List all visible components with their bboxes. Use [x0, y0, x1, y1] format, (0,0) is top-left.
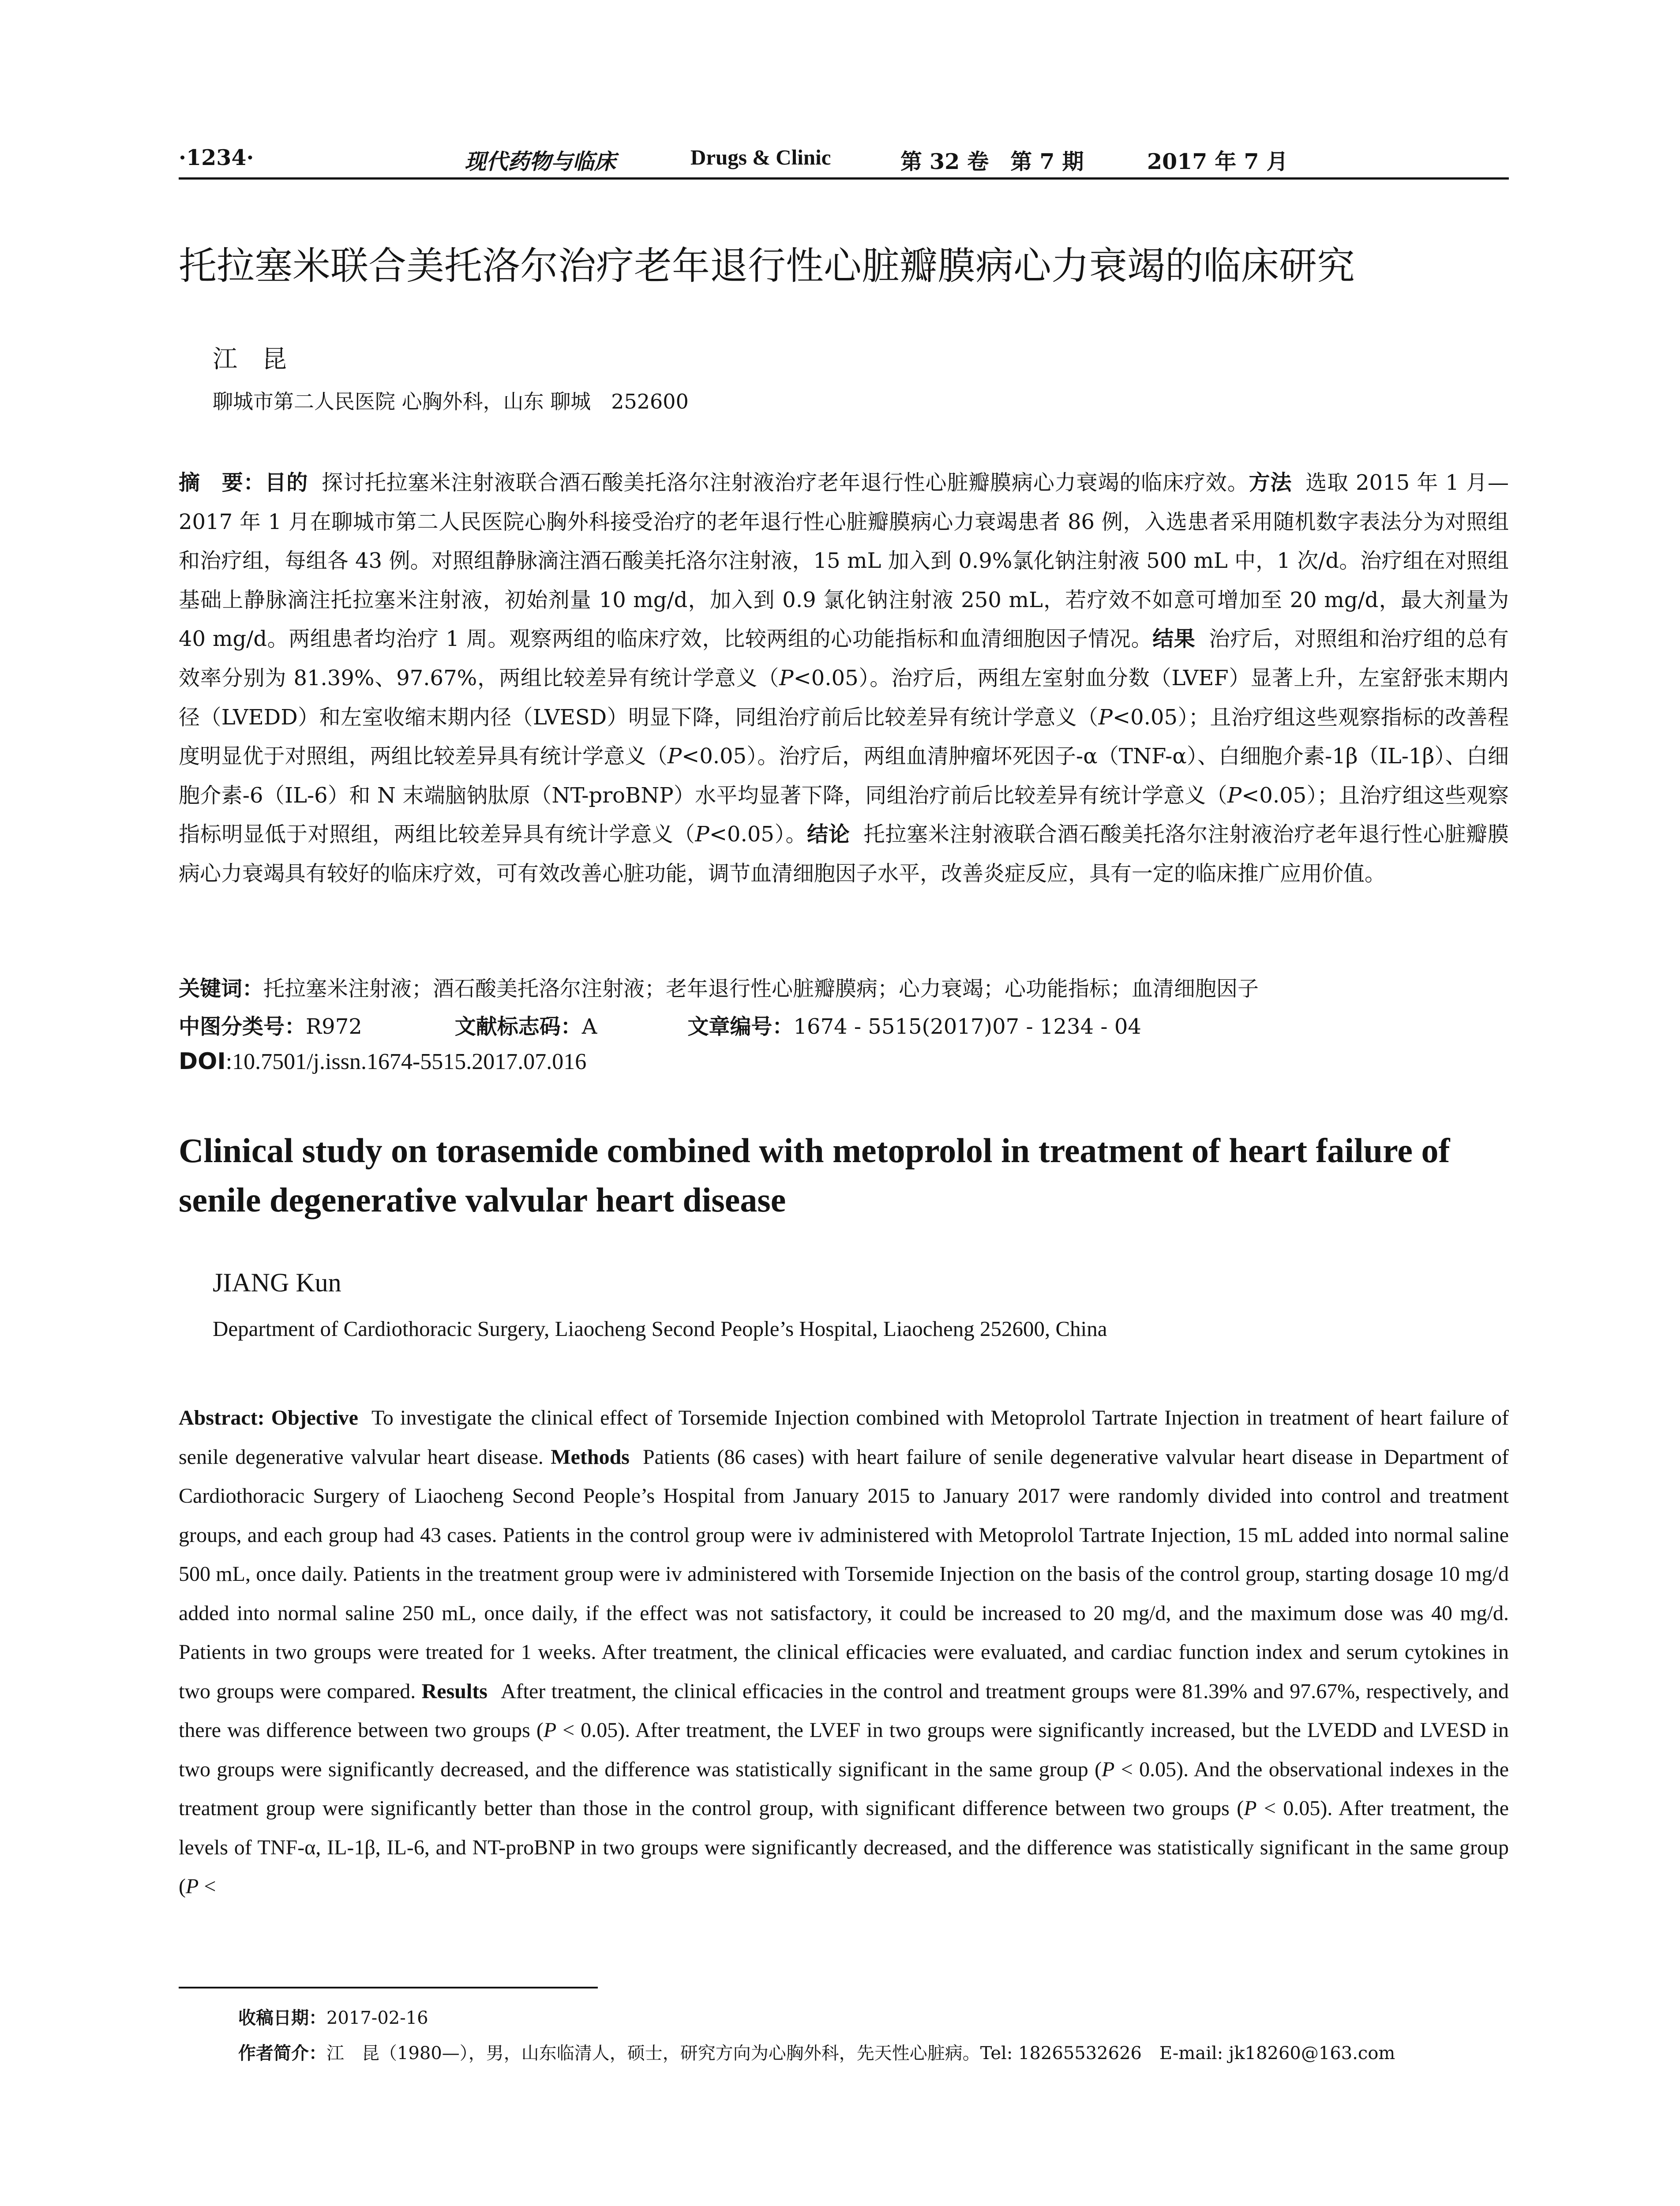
p-symbol: P	[667, 744, 682, 769]
received-label: 收稿日期：	[238, 2008, 326, 2028]
results-text-cn: <0.05）。	[709, 822, 807, 847]
p-symbol: P	[779, 665, 794, 690]
doi-line	[179, 1048, 586, 1075]
methods-text-en: Patients (86 cases) with heart failure of senile degenerative valvular heart disease in Department of Cardiothoracic Surgery of Liaocheng Second People’s Hospital from January 2015 to January 2017 were randomly divided into control and treatment groups, and each group had 43 cases. Patients in the control group were iv administered with Metoprolol Tartrate Injection, 15 mL added into normal saline 500 mL, once daily. Patients in the treatment group were iv administered with Torsemide Injection on the basis of the control group, starting dosage 10 mg/d added into normal saline 250 mL, once daily, if the effect was not satisfactory, it could be increased to 20 mg/d, and the maximum dose was 40 mg/d. Patients in two groups were treated for 1 weeks. After treatment, the clinical efficacies were evaluated, and cardiac function index and serum cytokines in two groups were compared.	[179, 1445, 1509, 1703]
author-info-text: 江 昆（1980—），男，山东临清人，硕士，研究方向为心胸外科，先天性心脏病。Tel: 18265532626 E-mail: jk18260@163.com	[326, 2043, 1395, 2063]
article-no-label: 文章编号：	[687, 1014, 794, 1039]
running-header	[179, 141, 1509, 180]
results-text-en: <	[199, 1875, 216, 1898]
footnote-author	[238, 2039, 1395, 2064]
conclusion-label-cn: 结论	[807, 822, 850, 847]
methods-label-en: Methods	[551, 1445, 630, 1469]
article-title-en: Clinical study on torasemide combined with metoprolol in treatment of heart failure of senile degenerative valvular heart disease	[179, 1131, 1450, 1219]
received-date: 2017-02-16	[326, 2008, 428, 2028]
keywords-text: 托拉塞米注射液；酒石酸美托洛尔注射液；老年退行性心脏瓣膜病；心力衰竭；心功能指标；血清细胞因子	[263, 976, 1259, 1001]
author-cn: 江 昆	[213, 345, 287, 374]
objective-label-cn: 目的	[265, 470, 308, 495]
author-en: JIANG Kun	[213, 1268, 341, 1297]
results-label-en: Results	[421, 1679, 488, 1703]
results-text-cn: <0.05）。治疗后，两组血清肿瘤坏死因子-α（TNF-α）、白细胞介素-1β（IL-1β）、白细胞介素-6（IL-6）和 N 末端脑钠肽原（NT-proBNP）水平均显著下降，同组治疗前后比较差异有统计学意义（	[179, 744, 1509, 808]
abstract-label-en: Abstract:	[179, 1406, 265, 1429]
doc-code-value: A	[581, 1014, 597, 1039]
results-text-en: < 0.05). After treatment, the LVEF in two groups were significantly increased, but the LVEDD and LVESD in two groups were significantly decreased, and the difference was statistically significant in the same group (	[179, 1718, 1509, 1781]
keywords-cn	[179, 972, 1259, 1002]
methods-text-cn: 选取 2015 年 1 月—2017 年 1 月在聊城市第二人民医院心胸外科接受治疗的老年退行性心脏瓣膜病心力衰竭患者 86 例，入选患者采用随机数字表法分为对照组和治疗组，每组各 43 例。对照组静脉滴注酒石酸美托洛尔注射液，15 mL 加入到 0.9%氯化钠注射液 500 mL 中，1 次/d。治疗组在对照组基础上静脉滴注托拉塞米注射液，初始剂量 10 mg/d，加入到 0.9 氯化钠注射液 250 mL，若疗效不如意可增加至 20 mg/d，最大剂量为 40 mg/d。两组患者均治疗 1 周。观察两组的临床疗效，比较两组的心功能指标和血清细胞因子情况。	[179, 470, 1509, 652]
doi-value: :10.7501/j.issn.1674-5515.2017.07.016	[225, 1049, 587, 1074]
results-text-cn: <0.05）；且治疗组这些观察指标明显低于对照组，两组比较差异具有统计学意义（	[179, 783, 1509, 847]
results-text-cn: <0.05）；且治疗组这些观察指标的改善程度明显优于对照组，两组比较差异具有统计学意义（	[179, 705, 1509, 769]
p-symbol: P	[1227, 783, 1242, 808]
p-symbol: P	[185, 1875, 199, 1898]
p-symbol: P	[695, 822, 709, 847]
methods-label-cn: 方法	[1249, 470, 1292, 495]
conclusion-text-cn: 托拉塞米注射液联合酒石酸美托洛尔注射液治疗老年退行性心脏瓣膜病心力衰竭具有较好的临床疗效，可有效改善心脏功能，调节血清细胞因子水平，改善炎症反应，具有一定的临床推广应用价值。	[179, 822, 1509, 886]
journal-name-cn: 现代药物与临床	[465, 149, 616, 174]
results-text-cn: 治疗后，对照组和治疗组的总有效率分别为 81.39%、97.67%，两组比较差异有统计学意义（	[179, 627, 1509, 690]
results-text-en: < 0.05). And the observational indexes in the treatment group were significantly better than those in the control group, with significant difference between two groups (	[179, 1757, 1509, 1820]
article-title-cn: 托拉塞米联合美托洛尔治疗老年退行性心脏瓣膜病心力衰竭的临床研究	[179, 244, 1355, 288]
results-text-en: < 0.05). After treatment, the levels of TNF-α, IL-1β, IL-6, and NT-proBNP in two groups were significantly decreased, and the difference was statistically significant in the same group (	[179, 1797, 1509, 1898]
volume-issue: 第 32 卷 第 7 期	[900, 149, 1084, 174]
objective-label-en: Objective	[271, 1406, 358, 1429]
affiliation-en: Department of Cardiothoracic Surgery, Liaocheng Second People’s Hospital, Liaocheng 252600, China	[213, 1317, 1107, 1341]
classification-line	[179, 1009, 1141, 1040]
p-symbol: P	[543, 1718, 557, 1742]
abstract-label-cn: 摘 要：	[179, 470, 265, 495]
affiliation-cn: 聊城市第二人民医院 心胸外科，山东 聊城 252600	[213, 390, 689, 413]
doc-code-label: 文献标志码：	[454, 1014, 582, 1039]
p-symbol: P	[1244, 1797, 1257, 1820]
abstract-cn	[179, 463, 1509, 893]
results-label-cn: 结果	[1152, 627, 1196, 652]
abstract-en	[179, 1399, 1509, 1906]
keywords-label: 关键词：	[179, 976, 264, 1001]
issue-date: 2017 年 7 月	[1147, 149, 1288, 174]
journal-name-en: Drugs & Clinic	[690, 145, 831, 169]
p-symbol: P	[1098, 705, 1113, 730]
footnote-received	[238, 2004, 428, 2029]
objective-text-cn: 探讨托拉塞米注射液联合酒石酸美托洛尔注射液治疗老年退行性心脏瓣膜病心力衰竭的临床疗效。	[321, 470, 1249, 495]
objective-text-en: To investigate the clinical effect of Torsemide Injection combined with Metoprolol Tartrate Injection in treatment of heart failure of senile degenerative valvular heart disease.	[179, 1406, 1509, 1469]
author-info-label: 作者简介：	[238, 2043, 326, 2063]
clc-label: 中图分类号：	[179, 1014, 306, 1039]
article-no-value: 1674 - 5515(2017)07 - 1234 - 04	[793, 1014, 1141, 1039]
footnote-rule	[179, 1987, 598, 1988]
results-text-cn: <0.05）。治疗后，两组左室射血分数（LVEF）显著上升，左室舒张末期内径（LVEDD）和左室收缩末期内径（LVESD）明显下降，同组治疗前后比较差异有统计学意义（	[179, 665, 1509, 730]
results-text-en: After treatment, the clinical efficacies in the control and treatment groups were 81.39% and 97.67%, respectively, and there was difference between two groups (	[179, 1679, 1509, 1742]
doi-label: DOI	[179, 1048, 226, 1075]
page-number: ·1234·	[179, 145, 254, 170]
clc-value: R972	[306, 1014, 362, 1039]
p-symbol: P	[1102, 1757, 1115, 1781]
